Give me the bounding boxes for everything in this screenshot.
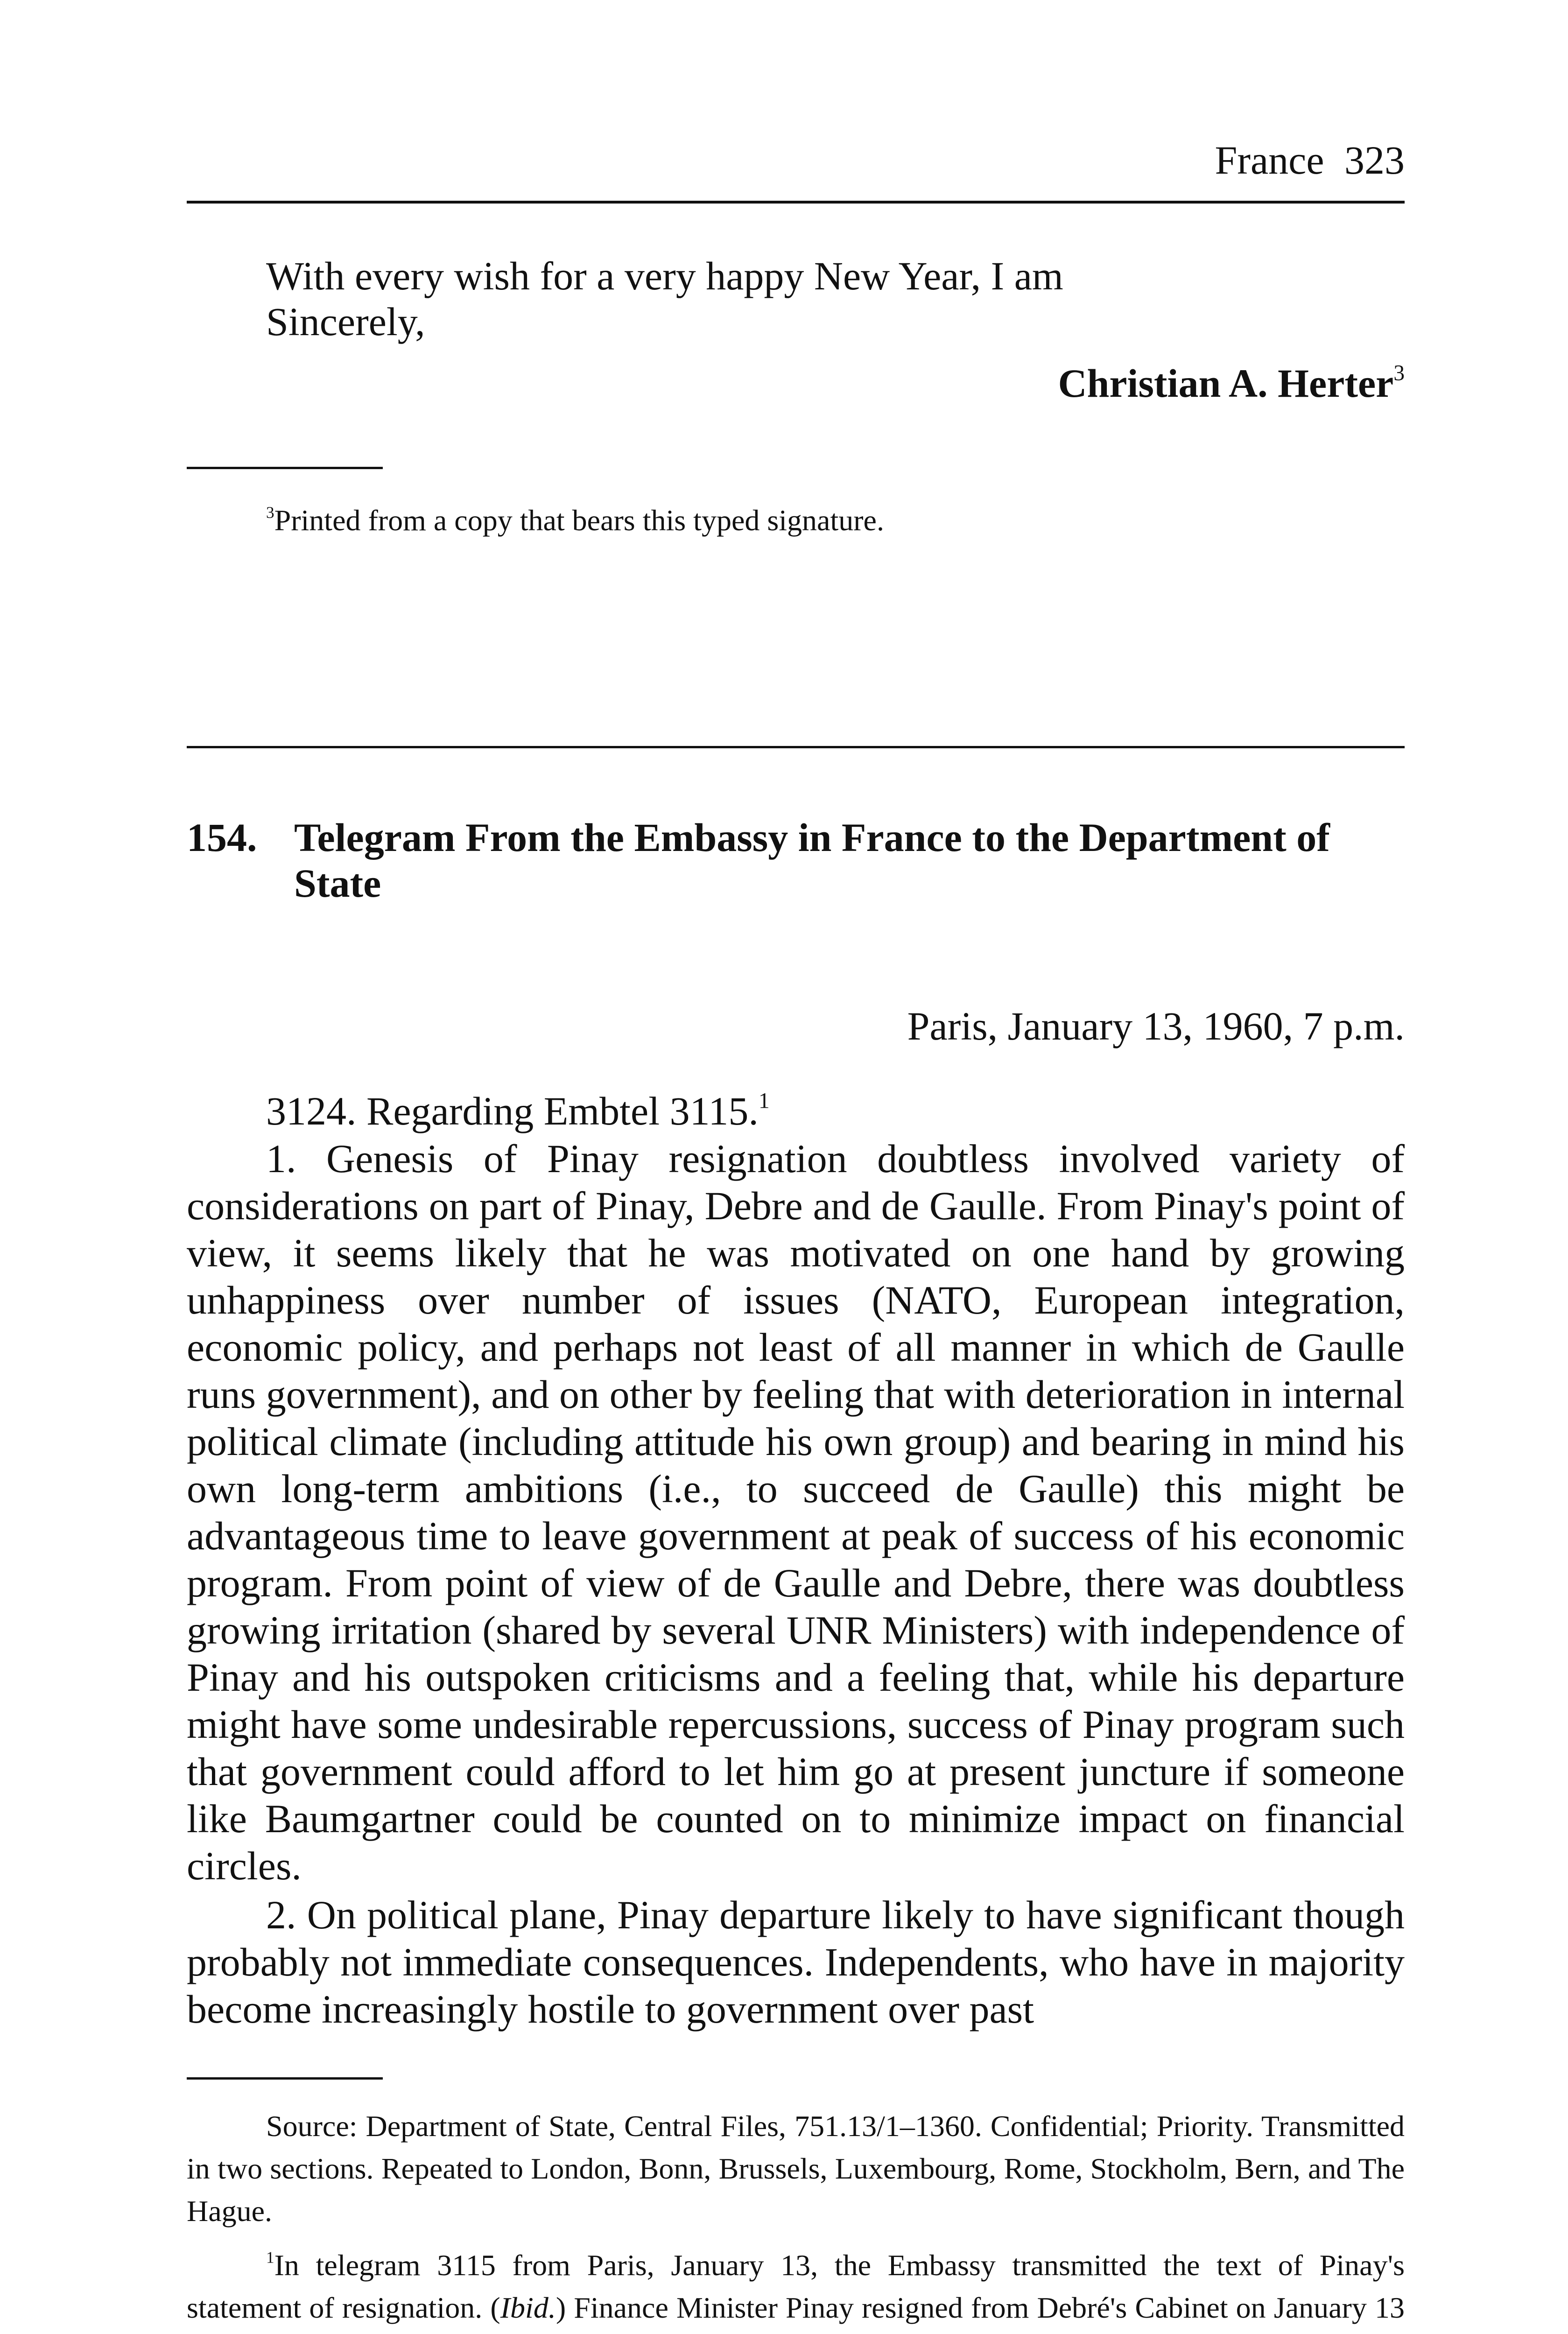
footnote-3-text: Printed from a copy that bears this typed signature. bbox=[274, 504, 884, 537]
opening-note-mark: 1 bbox=[758, 1089, 770, 1113]
opening-text: 3124. Regarding Embtel 3115. bbox=[266, 1089, 759, 1133]
paragraph-1: 1. Genesis of Pinay resignation doubtless involved variety of considerations on part of Pinay, Debre and de Gaulle. From Pinay's point of view, it seems likely that he was motivated on one hand by growing unhappiness over number of issues (NATO, European integration, economic policy, and perhaps not least of all manner in which de Gaulle runs government), and on other by feeling that with deterioration in internal political climate (including attitude his own group) and bearing in mind his own long-term ambitions (i.e., to succeed de Gaulle) this might be advantageous time to leave government at peak of success of his economic program. From point of view of de Gaulle and Debre, there was doubtless growing irritation (shared by several UNR Ministers) with independence of Pinay and his outspoken criticisms and a feeling that, while his departure might have some undesirable repercussions, success of Pinay program such that government could afford to let him go at present juncture if someone like Baumgartner could be counted on to minimize impact on financial circles. bbox=[187, 1136, 1405, 1888]
footnote-1-mark: 1 bbox=[266, 2248, 274, 2267]
source-note: Source: Department of State, Central Files, 751.13/1–1360. Confidential; Priority. Transmitted in two sections. Repeated to London, Bonn, Brussels, Luxembourg, Rome, Stockholm, Bern, and The Hague. bbox=[187, 2109, 1405, 2228]
footnote-3-mark: 3 bbox=[266, 503, 274, 522]
paragraph-2: 2. On political plane, Pinay departure likely to have significant though probably not immediate consequences. Independents, who have in majority become increasingly hostile to government over past bbox=[187, 1892, 1405, 2032]
footnote-1-ibid: Ibid. bbox=[500, 2291, 556, 2324]
opening-line bbox=[187, 1088, 1405, 1135]
closing-valediction: Sincerely, bbox=[266, 299, 425, 344]
footnote-separator bbox=[187, 467, 383, 469]
document-title: Telegram From the Embassy in France to the Department of State bbox=[294, 815, 1330, 906]
signature-name: Christian A. Herter bbox=[1058, 361, 1394, 406]
document-divider bbox=[187, 746, 1405, 748]
footnote-1-text-b: ) Finance Minister Pinay resigned from Debré's Cabinet on January 13 bbox=[555, 2291, 1405, 2324]
footnote-1 bbox=[187, 2244, 1405, 2334]
header-rule bbox=[187, 201, 1405, 204]
footnote-rule bbox=[187, 2077, 383, 2080]
closing-wish: With every wish for a very happy New Year, I am bbox=[266, 253, 1063, 298]
dateline: Paris, January 13, 1960, 7 p.m. bbox=[907, 1004, 1405, 1048]
page-number: 323 bbox=[1344, 138, 1405, 183]
signature-note-mark: 3 bbox=[1393, 361, 1405, 386]
running-header bbox=[1215, 138, 1405, 183]
header-country: France bbox=[1215, 138, 1324, 183]
document-number: 154. bbox=[187, 815, 257, 860]
signature bbox=[1058, 361, 1405, 406]
footnote-3 bbox=[266, 499, 1405, 542]
footnote-1-text-a: In telegram 3115 from Paris, January 13, the Embassy transmitted the text of Pinay's statement of resignation. ( bbox=[187, 2249, 1405, 2324]
